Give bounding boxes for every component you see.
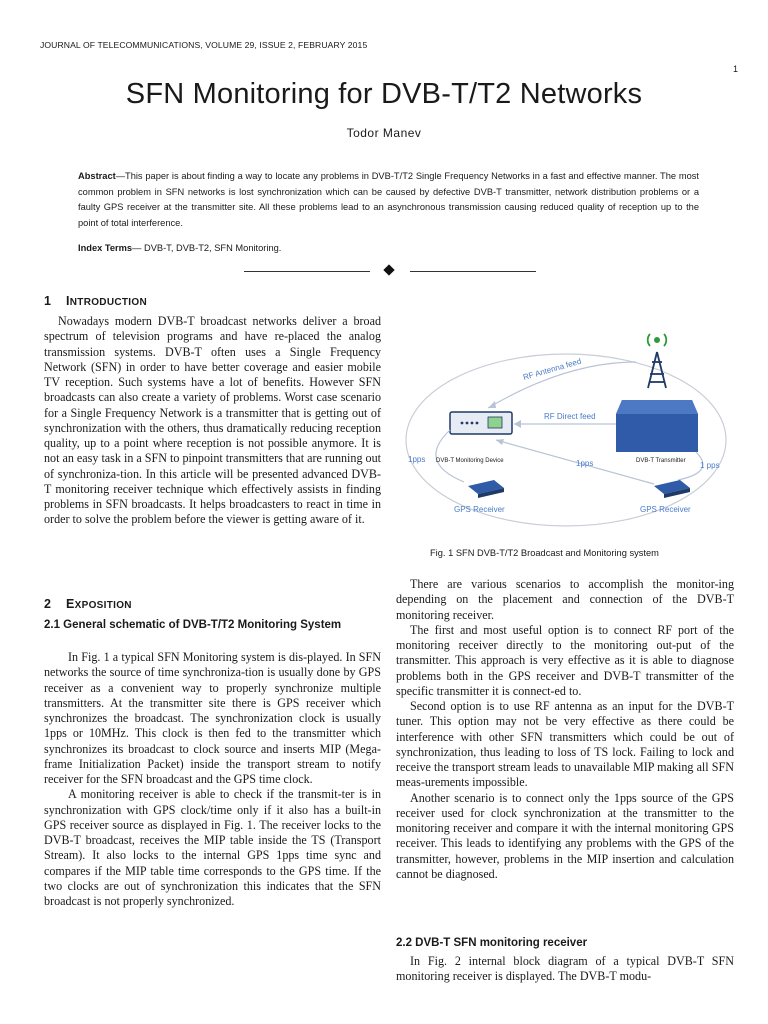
- paper-title: SFN Monitoring for DVB-T/T2 Networks: [125, 78, 643, 110]
- abstract-label: Abstract: [78, 171, 116, 181]
- subsection-heading-2-2: 2.2 DVB-T SFN monitoring receiver: [396, 937, 588, 949]
- monitoring-device-label: DVB-T Monitoring Device: [436, 458, 504, 464]
- figure-sfn-system: [396, 322, 736, 540]
- tower-icon: [648, 334, 667, 388]
- right-column-paragraphs: [396, 577, 734, 882]
- gps-left-label: GPS Receiver: [454, 505, 505, 514]
- index-terms: [78, 243, 281, 253]
- section-number: 1: [44, 294, 52, 308]
- divider-line-left: [244, 271, 370, 272]
- gps-right-label: GPS Receiver: [640, 505, 691, 514]
- pps-right-label: 1 pps: [700, 461, 720, 470]
- index-terms-label: Index Terms: [78, 243, 133, 253]
- rf-direct-feed-label: RF Direct feed: [544, 412, 596, 421]
- abstract: [78, 169, 699, 231]
- pps-arrow-left: [436, 430, 464, 482]
- section-number: 2: [44, 597, 52, 611]
- section-heading-exposition: [44, 597, 132, 611]
- right-paragraph-3: Second option is to use RF antenna as an input for the DVB-T tuner. This option may not be very effective as there could be interference with other SFN transmitters which could be out of synchronization, thus leading to loss of TS lock. Failing to lock and receive the transport stream leads to unavailable MIP making all SFN meas-urements impossible.: [396, 699, 734, 790]
- figure-caption: Fig. 1 SFN DVB-T/T2 Broadcast and Monitoring system: [430, 548, 659, 558]
- gps-receiver-right-icon: [654, 480, 690, 498]
- index-terms-text: — DVB-T, DVB-T2, SFN Monitoring.: [132, 243, 282, 253]
- intro-paragraph: Nowadays modern DVB-T broadcast networks deliver a broad spectrum of television programs and have re-placed the analog transmission systems. DVB-T often uses a Single Frequency Network (SFN) in order to have better coverage and easier mobile TV reception. Such systems have a lot of benefits. However SFN broadcasts can also create a variety of problems. Worst case scenario for a Single Frequency Network is a transmitter that is getting out of synchronization with the others, thus dramatically reducing reception quality, up to a point where reception is not possible anymore. It is not an easy task in a SFN to pinpoint transmitters that are running out of synchroniza-tion. In this article will be presented advanced DVB-T monitoring receiver technique which effectively assists in finding problems in SFN broadcasts. It helps broadcasters to react in time in order to solve the problem before the viewer is getting aware of it.: [44, 314, 381, 527]
- right-paragraph-1: There are various scenarios to accomplish the monitor-ing depending on the placement and connection of the DVB-T monitoring receiver.: [396, 577, 734, 622]
- section-divider: [244, 264, 536, 278]
- right-paragraph-2: The first and most useful option is to connect RF port of the monitoring receiver directly to the monitoring out-put of the transmitter. This approach is very effective as it is able to diagnose problems both in the GPS receiver and DVB-T transmitter of the specific transmitter it is connect-ed to.: [396, 622, 734, 698]
- section-title-rest: XPOSITION: [74, 600, 132, 611]
- gps-receiver-left-icon: [468, 480, 504, 498]
- intro-paragraph-block: [44, 314, 381, 528]
- right-paragraph-4: Another scenario is to connect only the 1pps source of the GPS receiver used for clock synchronization at the transmitter to the monitoring receiver and compare it with the internal monitoring GPS receiver. This leads to identifying any problems with the GPS of the transmitter, however, problems in the MIP insertion and calculation cannot be diagnosed.: [396, 790, 734, 881]
- journal-header: JOURNAL OF TELECOMMUNICATIONS, VOLUME 29, ISSUE 2, FEBRUARY 2015: [40, 40, 368, 50]
- section-title-rest: NTRODUCTION: [69, 297, 147, 308]
- sfn-diagram: [396, 322, 736, 540]
- diamond-icon: [383, 264, 394, 275]
- pps-mid-label: 1pps: [576, 459, 594, 468]
- exposition-paragraph-1: In Fig. 1 a typical SFN Monitoring system is dis-played. In SFN networks the source of time synchroniza-tion is usually done by GPS receiver as a convenient way to properly synchronize multiple transmitters. At the transmitter site there is GPS receiver which synchronizes the broadcast. The synchronization clock is usually 1pps or 10MHz. This clock is then fed to the transmitter which synchronizes its broadcast to clock source and inserts MIP (Mega-frame Initialization Packet) inside the transport stream to notify receiver for the SFN broadcast and the GPS time clock.: [44, 650, 381, 786]
- rf-antenna-feed-label: RF Antenna feed: [522, 356, 583, 382]
- section-title-initial: I: [66, 294, 70, 308]
- receiver-paragraph: In Fig. 2 internal block diagram of a typical DVB-T SFN monitoring receiver is displayed. The DVB-T modu-: [396, 954, 734, 984]
- transmitter-icon: [616, 400, 698, 452]
- section-heading-introduction: [44, 294, 147, 308]
- transmitter-label: DVB-T Transmitter: [636, 458, 686, 464]
- author-name: Todor Manev: [346, 126, 422, 140]
- exposition-paragraph-2: A monitoring receiver is able to check if the transmit-ter is in synchronization with GPS clock/time only if it also has a built-in GPS receiver source as displayed in Fig. 1. The receiver locks to the DVB-T broadcast, receives the MIP table inside the TS (Transport Stream). It also locks to the internal GPS 1pps time sync and compares if the MIP table time corresponds to the GPS time. If the two clocks are out of synchronization this indicates that the SFN broadcast is not properly synchronized.: [44, 787, 381, 908]
- page-number: 1: [732, 64, 738, 74]
- subsection-heading-2-1: 2.1 General schematic of DVB-T/T2 Monitoring System: [44, 619, 342, 631]
- section-title-initial: E: [66, 597, 75, 611]
- pps-left-label: 1pps: [408, 455, 426, 464]
- abstract-text: —This paper is about finding a way to locate any problems in DVB-T/T2 Single Frequency Networks in a fast and effective manner. The most common problem in SFN networks is lost synchronization which can be caused by defective DVB-T transmitter, network distribution problems or a faulty GPS receiver at the transmitter site. All these problems lead to an asynchronous transmission causing reduced quality of reception up to the point of total interference.: [78, 171, 699, 228]
- monitoring-device-icon: [450, 412, 512, 434]
- exposition-paragraph-block: [44, 650, 381, 909]
- receiver-paragraph-block: [396, 954, 734, 985]
- divider-line-right: [410, 271, 536, 272]
